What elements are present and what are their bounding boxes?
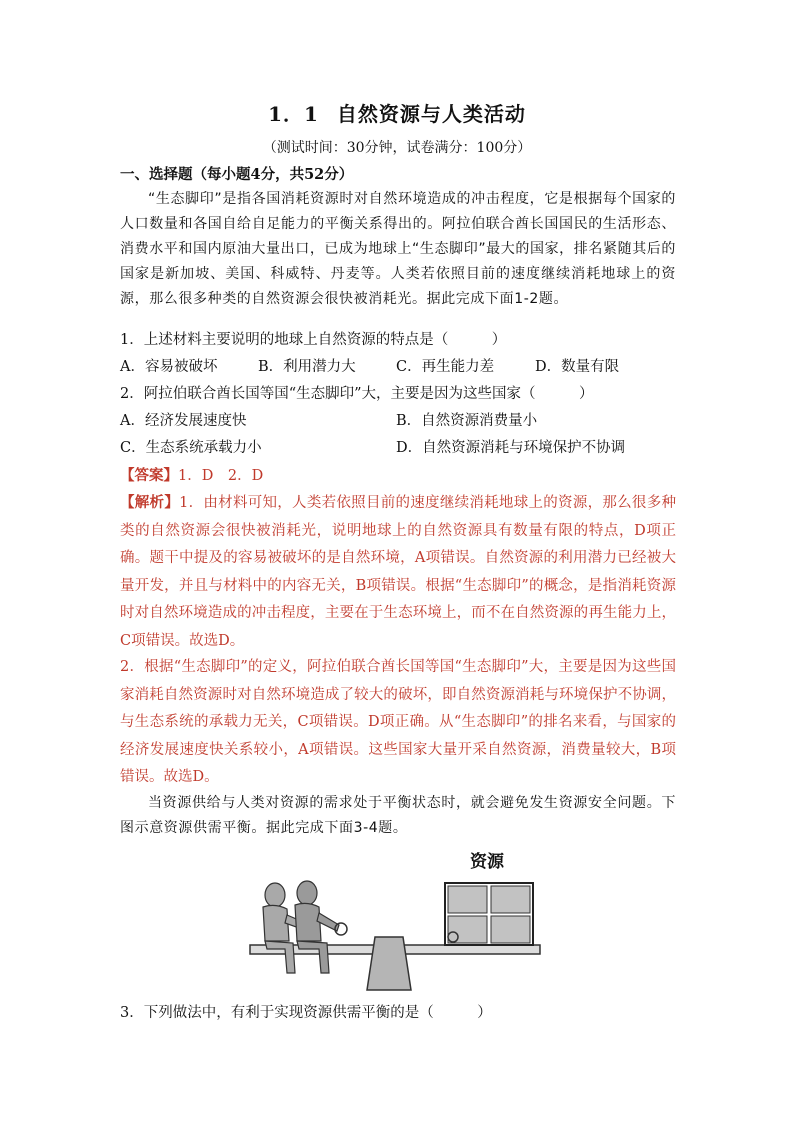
q2-option-b: B．自然资源消费量小 [396,413,538,429]
question-3-stem: 3．下列做法中，有利于实现资源供需平衡的是（ ） [120,1005,492,1021]
seesaw-figure [245,845,555,1005]
page-title [0,98,794,127]
person-figure-2 [295,881,339,973]
seesaw-fulcrum [367,937,411,990]
question-2-stem: 2．阿拉伯联合酋长国等国“生态脚印”大，主要是因为这些国家（ ） [120,386,594,402]
material-1: “生态脚印”是指各国消耗资源时对自然环境造成的冲击程度，它是根据每个国家的人口数量和各国自给自足能力的平衡关系得出的。阿拉伯联合酋长国国民的生活形态、消费水平和国内原油大量出口，已成为地球上“生态脚印”最大的国家，排名紧随其后的国家是新加坡、美国、科威特、丹麦等。人类若依照目前的速度继续消耗地球上的资源，那么很多种类的自然资源会很快被消耗光。据此完成下面1-2题。 [120,191,676,307]
analysis-2: 2．根据“生态脚印”的定义，阿拉伯联合酋长国等国“生态脚印”大，主要是因为这些国家消耗自然资源时对自然环境造成了较大的破坏，即自然资源消耗与环境保护不协调，与生态系统的承载力无关，C项错误。D项正确。从“生态脚印”的排名来看，与国家的经济发展速度快关系较小，A项错误。这些国家大量开采自然资源，消费量较大，B项错误。故选D。 [120,659,676,785]
q2-option-d: D．自然资源消耗与环境保护不协调 [396,440,626,456]
seesaw-illustration [245,845,555,1005]
q2-option-c: C．生态系统承载力小 [120,440,262,456]
resource-label: 资源 [470,852,504,872]
resource-box-3 [448,916,487,943]
section-heading: 一、选择题（每小题4分，共52分） [120,166,354,183]
q1-option-d: D．数量有限 [535,359,620,375]
analysis-1-text: 1．由材料可知，人类若依照目前的速度继续消耗地球上的资源，那么很多种类的自然资源会很快被消耗光，说明地球上的自然资源具有数量有限的特点，D项正确。题干中提及的容易被破坏的是自然环境，A项错误。自然资源的利用潜力已经被大量开发，并且与材料中的内容无关，B项错误。根据“生态脚印”的概念，是指消耗资源时对自然环境造成的冲击程度，主要在于生态环境上，而不在自然资源的再生能力上，C项错误。故选D。 [120,495,676,649]
lesson-title: 自然资源与人类活动 [336,102,526,126]
resource-box-1 [448,886,487,913]
q1-option-b: B．利用潜力大 [258,359,356,375]
question-1-stem: 1．上述材料主要说明的地球上自然资源的特点是（ ） [120,332,507,348]
analysis-tag: 【解析】 [120,494,180,511]
answer-line [120,464,263,485]
q1-option-c: C．再生能力差 [396,359,495,375]
answer-tag: 【答案】 [120,467,178,484]
q1-option-a: A．容易被破坏 [120,359,218,375]
answer-text: 1．D 2．D [178,468,264,484]
q2-option-a: A．经济发展速度快 [120,413,247,429]
lesson-number: 1．1 [268,102,319,126]
material-2: 当资源供给与人类对资源的需求处于平衡状态时，就会避免发生资源安全问题。下图示意资源供需平衡。据此完成下面3-4题。 [120,795,676,836]
resource-box-4 [491,916,530,943]
analysis-1 [120,489,676,655]
test-info: （测试时间：30分钟，试卷满分：100分） [262,140,532,156]
resource-box-2 [491,886,530,913]
